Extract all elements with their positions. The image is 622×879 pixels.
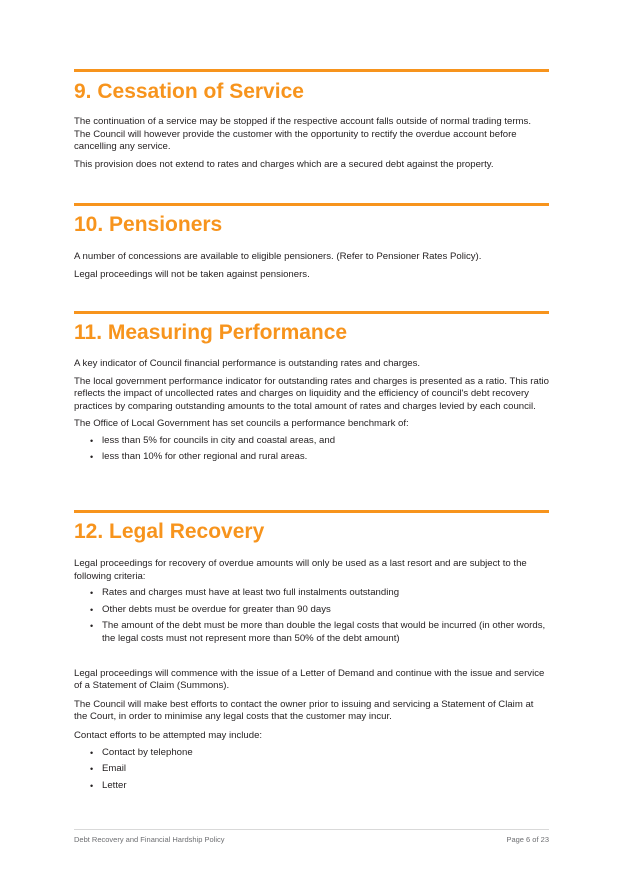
bullet-icon: •	[90, 588, 94, 599]
section-heading: 12. Legal Recovery	[74, 520, 265, 543]
section-heading: 9. Cessation of Service	[74, 80, 304, 103]
paragraph: The continuation of a service may be stopped if the respective account falls outside of normal trading terms. The Council will however provide the customer with the opportunity to rectify the overdue account before cancelling any service.	[74, 116, 532, 153]
paragraph: The Office of Local Government has set councils a performance benchmark of:	[74, 418, 409, 430]
bullet-icon: •	[90, 764, 94, 775]
list-item: • Rates and charges must have at least two full instalments outstanding	[90, 587, 400, 599]
section-measuring-performance	[74, 311, 549, 463]
footer-page-number: Page 6 of 23	[506, 835, 549, 844]
criteria-list	[74, 587, 549, 645]
paragraph: Legal proceedings for recovery of overdue amounts will only be used as a last resort and are subject to the following criteria:	[74, 558, 527, 582]
list-item: • Email	[90, 763, 126, 775]
list-item: • Contact by telephone	[90, 746, 193, 758]
bullet-icon: •	[90, 451, 94, 462]
section-legal-recovery	[74, 510, 549, 792]
section-pensioners	[74, 203, 549, 281]
list-item: • Letter	[90, 779, 127, 791]
benchmark-list	[74, 435, 549, 463]
page-footer	[74, 829, 549, 844]
section-cessation-of-service	[74, 69, 549, 171]
footer-document-title: Debt Recovery and Financial Hardship Policy	[74, 835, 225, 844]
paragraph: This provision does not extend to rates and charges which are a secured debt against the property.	[74, 158, 494, 170]
list-item: • less than 10% for other regional and rural areas.	[90, 450, 308, 462]
section-divider	[74, 203, 549, 206]
contact-methods-list	[74, 747, 549, 793]
paragraph: Legal proceedings will commence with the issue of a Letter of Demand and continue with the issue and service of a Statement of Claim (Summons).	[74, 667, 545, 692]
list-item: • less than 5% for councils in city and coastal areas, and	[90, 434, 336, 446]
paragraph: The Council will make best efforts to contact the owner prior to issuing and servicing a Statement of Claim at the Court, in order to minimise any legal costs that the customer may incur.	[74, 698, 534, 723]
section-divider	[74, 510, 549, 513]
bullet-icon: •	[90, 604, 94, 615]
list-item: • The amount of the debt must be more than double the legal costs that would be incurred (in other words, the legal costs must not represent more than 50% of the debt amount)	[90, 620, 546, 644]
paragraph: Legal proceedings will not be taken against pensioners.	[74, 268, 310, 280]
bullet-icon: •	[90, 780, 94, 791]
bullet-icon: •	[90, 621, 94, 632]
section-divider	[74, 69, 549, 72]
section-heading: 10. Pensioners	[74, 213, 223, 236]
list-item: • Other debts must be overdue for greater than 90 days	[90, 603, 331, 615]
paragraph: A number of concessions are available to eligible pensioners. (Refer to Pensioner Rates Policy).	[74, 251, 482, 262]
paragraph: A key indicator of Council financial performance is outstanding rates and charges.	[74, 358, 421, 369]
bullet-icon: •	[90, 747, 94, 758]
section-divider	[74, 311, 549, 314]
paragraph: The local government performance indicator for outstanding rates and charges is presented as a ratio. This ratio reflects the impact of uncollected rates and charges on liquidity and the efficiency of council's debt recovery practices by comparing outstanding amounts to the total amount of rates and charges levied by each council.	[74, 375, 549, 412]
bullet-icon: •	[90, 435, 94, 446]
paragraph: Contact efforts to be attempted may include:	[74, 729, 263, 741]
section-heading: 11. Measuring Performance	[74, 321, 348, 344]
